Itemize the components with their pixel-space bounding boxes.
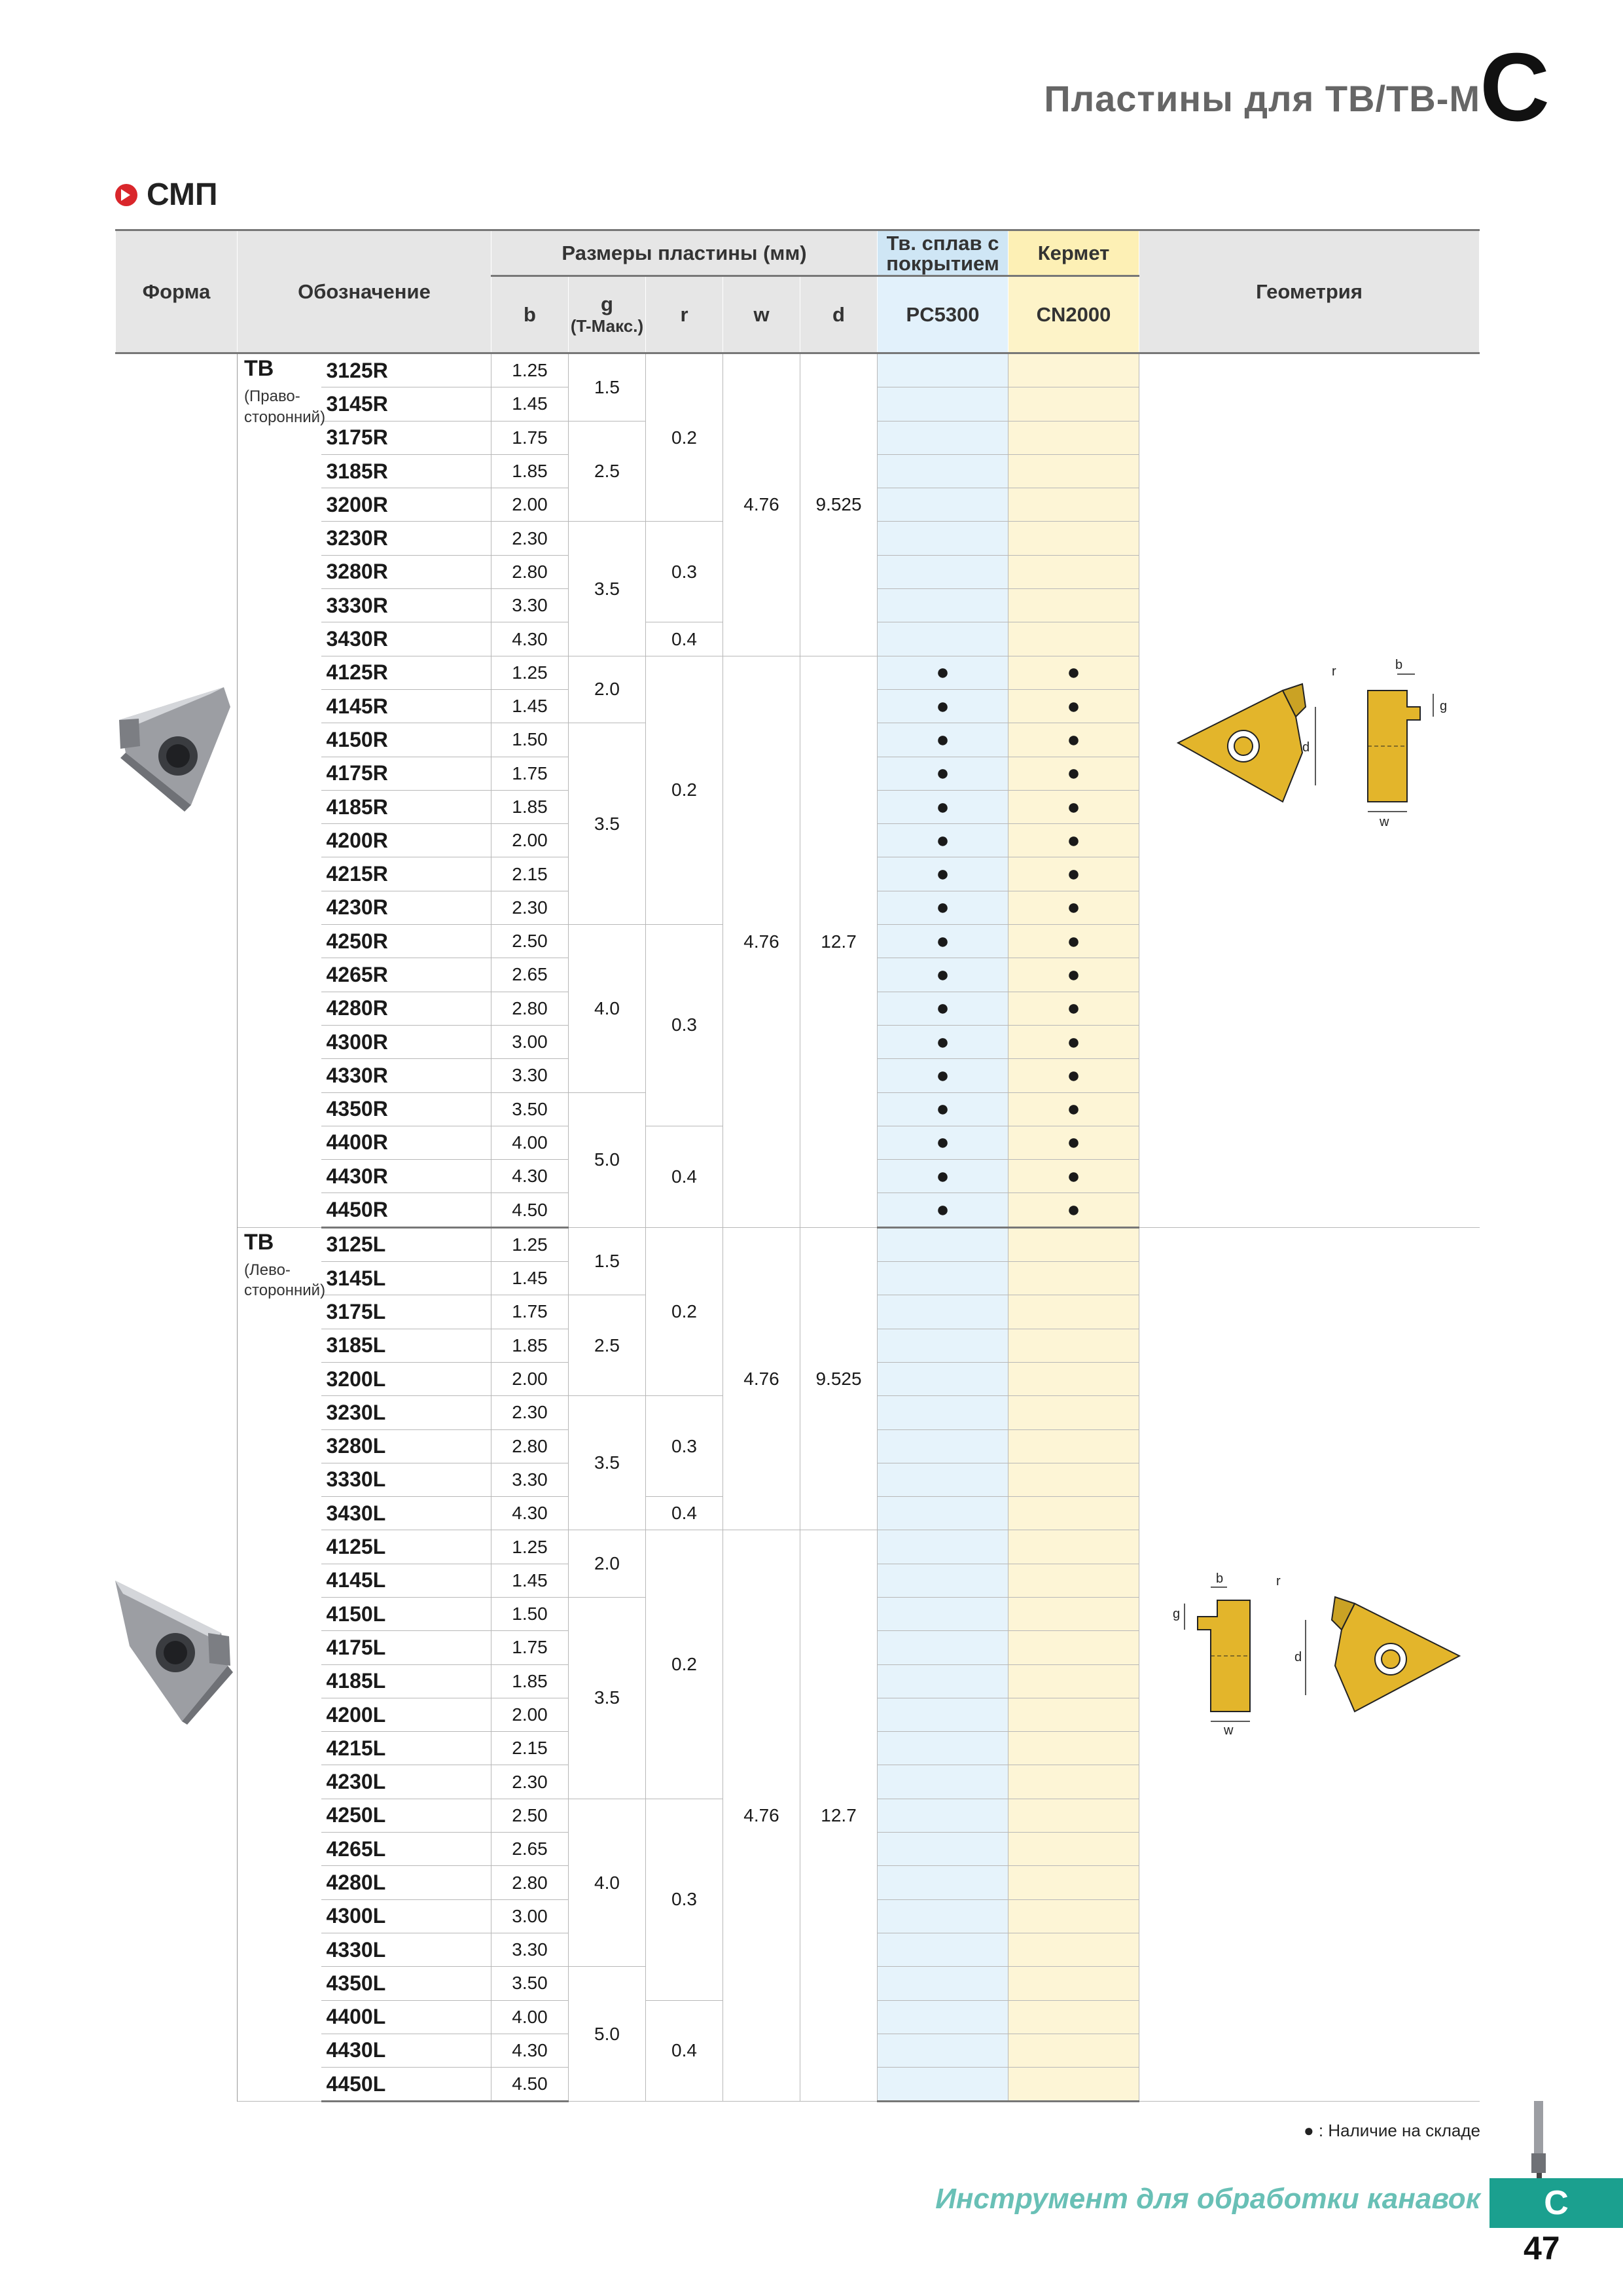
page-number: 47 — [1524, 2230, 1560, 2267]
cell-b: 3.00 — [491, 1025, 569, 1058]
col-designation: Обозначение — [238, 230, 491, 353]
designation-code: 3280L — [321, 1429, 491, 1463]
cell-b: 1.75 — [491, 1295, 569, 1329]
group-type: TB — [244, 1229, 274, 1255]
cell-b: 1.45 — [491, 1262, 569, 1295]
stock-pc5300 — [878, 1329, 1008, 1362]
section-heading — [115, 177, 218, 213]
geo-label-r: r — [1332, 664, 1336, 679]
cell-r: 0.4 — [646, 1497, 723, 1530]
designation-code: 4350R — [321, 1092, 491, 1126]
stock-cn2000 — [1008, 622, 1139, 656]
geometry-diagram-left-hand — [1171, 1558, 1466, 1734]
cell-b: 3.30 — [491, 589, 569, 622]
stock-cn2000: ● — [1008, 1025, 1139, 1058]
cell-r: 0.3 — [646, 925, 723, 1126]
stock-cn2000: ● — [1008, 1059, 1139, 1092]
designation-code: 4400R — [321, 1126, 491, 1159]
stock-pc5300 — [878, 589, 1008, 622]
cell-g: 5.0 — [569, 1092, 646, 1227]
stock-pc5300 — [878, 454, 1008, 488]
cell-b: 2.80 — [491, 1866, 569, 1899]
designation-code: 4125R — [321, 656, 491, 689]
stock-pc5300: ● — [878, 1193, 1008, 1227]
footer-category: Инструмент для обработки канавок — [935, 2183, 1480, 2215]
stock-pc5300: ● — [878, 958, 1008, 992]
cell-b: 1.25 — [491, 656, 569, 689]
stock-pc5300: ● — [878, 790, 1008, 823]
designation-code: 3185L — [321, 1329, 491, 1362]
stock-pc5300 — [878, 1497, 1008, 1530]
designation-code: 4280R — [321, 992, 491, 1025]
stock-pc5300 — [878, 555, 1008, 588]
insert-photo-left-hand — [110, 1568, 234, 1725]
stock-cn2000 — [1008, 454, 1139, 488]
stock-pc5300 — [878, 2068, 1008, 2102]
cell-d: 9.525 — [800, 353, 878, 656]
cell-r: 0.4 — [646, 1126, 723, 1227]
cell-g: 3.5 — [569, 522, 646, 656]
stock-pc5300 — [878, 353, 1008, 387]
cell-r: 0.4 — [646, 2000, 723, 2102]
cell-g: 2.5 — [569, 421, 646, 522]
stock-pc5300 — [878, 488, 1008, 522]
stock-cn2000 — [1008, 1799, 1139, 1832]
cell-b: 2.65 — [491, 1833, 569, 1866]
cell-w: 4.76 — [723, 1530, 800, 2102]
cell-b: 1.25 — [491, 1530, 569, 1564]
stock-pc5300: ● — [878, 857, 1008, 891]
stock-pc5300 — [878, 522, 1008, 555]
stock-cn2000 — [1008, 387, 1139, 421]
stock-cn2000: ● — [1008, 757, 1139, 790]
col-g-sub: (T-Макс.) — [570, 316, 644, 336]
designation-code: 3200R — [321, 488, 491, 522]
cell-b: 2.50 — [491, 1799, 569, 1832]
cell-g: 4.0 — [569, 925, 646, 1092]
designation-code: 3430R — [321, 622, 491, 656]
legend-text: : Наличие на складе — [1318, 2121, 1480, 2140]
designation-code: 4400L — [321, 2000, 491, 2034]
geo-label-g-2: g — [1173, 1607, 1181, 1621]
designation-code: 4450L — [321, 2068, 491, 2102]
stock-pc5300 — [878, 1227, 1008, 1261]
designation-code: 4265R — [321, 958, 491, 992]
designation-code: 4185R — [321, 790, 491, 823]
stock-pc5300 — [878, 2000, 1008, 2034]
col-cermet: Кермет — [1008, 230, 1139, 276]
col-r: r — [646, 276, 723, 353]
cell-b: 2.15 — [491, 1732, 569, 1765]
section-title: СМП — [147, 177, 218, 212]
stock-cn2000: ● — [1008, 790, 1139, 823]
stock-cn2000: ● — [1008, 857, 1139, 891]
designation-code: 3145L — [321, 1262, 491, 1295]
cell-g: 2.0 — [569, 656, 646, 723]
designation-code: 4200L — [321, 1698, 491, 1731]
cell-b: 2.80 — [491, 1429, 569, 1463]
designation-code: 4230R — [321, 891, 491, 924]
cell-b: 2.50 — [491, 925, 569, 958]
insert-table — [115, 229, 1479, 2102]
cell-b: 4.50 — [491, 1193, 569, 1227]
stock-pc5300: ● — [878, 992, 1008, 1025]
designation-code: 4330R — [321, 1059, 491, 1092]
cell-b: 1.50 — [491, 723, 569, 757]
stock-cn2000 — [1008, 1899, 1139, 1933]
cell-b: 4.30 — [491, 1497, 569, 1530]
table-row — [116, 353, 1480, 387]
stock-cn2000 — [1008, 1698, 1139, 1731]
stock-cn2000 — [1008, 1933, 1139, 1966]
stock-pc5300 — [878, 1664, 1008, 1698]
designation-code: 4330L — [321, 1933, 491, 1966]
designation-code: 3125R — [321, 353, 491, 387]
stock-pc5300 — [878, 1833, 1008, 1866]
cell-b: 1.45 — [491, 1564, 569, 1597]
designation-code: 4430R — [321, 1160, 491, 1193]
stock-pc5300 — [878, 1631, 1008, 1664]
stock-pc5300: ● — [878, 689, 1008, 723]
stock-cn2000: ● — [1008, 656, 1139, 689]
designation-code: 3200L — [321, 1362, 491, 1395]
group-type: TB — [244, 356, 274, 381]
stock-pc5300: ● — [878, 824, 1008, 857]
designation-code: 4280L — [321, 1866, 491, 1899]
stock-cn2000 — [1008, 1362, 1139, 1395]
stock-cn2000 — [1008, 1329, 1139, 1362]
stock-cn2000 — [1008, 1227, 1139, 1261]
stock-cn2000 — [1008, 1664, 1139, 1698]
stock-pc5300: ● — [878, 1059, 1008, 1092]
cell-b: 1.75 — [491, 1631, 569, 1664]
designation-code: 3125L — [321, 1227, 491, 1261]
cell-b: 2.80 — [491, 555, 569, 588]
stock-cn2000: ● — [1008, 891, 1139, 924]
stock-cn2000 — [1008, 1564, 1139, 1597]
designation-code: 4175R — [321, 757, 491, 790]
cell-b: 3.00 — [491, 1899, 569, 1933]
stock-pc5300 — [878, 1933, 1008, 1966]
cell-b: 2.30 — [491, 1396, 569, 1429]
stock-cn2000 — [1008, 2068, 1139, 2102]
cell-r: 0.3 — [646, 1396, 723, 1497]
stock-cn2000 — [1008, 1866, 1139, 1899]
col-geometry: Геометрия — [1139, 230, 1480, 353]
cell-b: 1.25 — [491, 1227, 569, 1261]
stock-pc5300: ● — [878, 891, 1008, 924]
stock-pc5300: ● — [878, 1092, 1008, 1126]
cell-b: 2.00 — [491, 488, 569, 522]
cell-w: 4.76 — [723, 656, 800, 1227]
stock-cn2000: ● — [1008, 958, 1139, 992]
stock-cn2000 — [1008, 1262, 1139, 1295]
cell-b: 3.30 — [491, 1933, 569, 1966]
cell-g: 5.0 — [569, 1967, 646, 2102]
col-form: Форма — [116, 230, 238, 353]
cell-b: 4.00 — [491, 1126, 569, 1159]
cell-b: 1.75 — [491, 757, 569, 790]
cell-r: 0.2 — [646, 1227, 723, 1395]
stock-cn2000: ● — [1008, 1126, 1139, 1159]
cell-g: 2.5 — [569, 1295, 646, 1396]
geo-label-b-2: b — [1216, 1571, 1224, 1586]
cell-b: 1.25 — [491, 353, 569, 387]
stock-pc5300 — [878, 1564, 1008, 1597]
designation-code: 3330R — [321, 589, 491, 622]
designation-code: 3145R — [321, 387, 491, 421]
col-dimensions: Размеры пластины (мм) — [491, 230, 878, 276]
cell-r: 0.2 — [646, 656, 723, 924]
stock-pc5300 — [878, 1362, 1008, 1395]
grooving-tool-icon — [1525, 2101, 1551, 2178]
designation-code: 4230L — [321, 1765, 491, 1799]
stock-pc5300 — [878, 1967, 1008, 2000]
stock-cn2000: ● — [1008, 689, 1139, 723]
page-title: Пластины для ТВ/ТВ-М — [1044, 78, 1480, 119]
cell-w: 4.76 — [723, 1227, 800, 1530]
designation-code: 4175L — [321, 1631, 491, 1664]
designation-code: 3280R — [321, 555, 491, 588]
designation-code: 3230R — [321, 522, 491, 555]
cell-b: 4.50 — [491, 2068, 569, 2102]
stock-cn2000 — [1008, 1732, 1139, 1765]
stock-pc5300 — [878, 1732, 1008, 1765]
stock-cn2000 — [1008, 353, 1139, 387]
stock-pc5300: ● — [878, 656, 1008, 689]
cell-b: 4.30 — [491, 2034, 569, 2067]
designation-code: 4215L — [321, 1732, 491, 1765]
geo-label-d-2: d — [1294, 1650, 1302, 1664]
col-coated: Тв. сплав с покрытием — [878, 230, 1008, 276]
cell-b: 1.50 — [491, 1597, 569, 1630]
group-label — [238, 353, 326, 1228]
stock-cn2000: ● — [1008, 1160, 1139, 1193]
stock-pc5300 — [878, 421, 1008, 454]
cell-b: 2.30 — [491, 522, 569, 555]
stock-cn2000 — [1008, 1530, 1139, 1564]
designation-code: 3185R — [321, 454, 491, 488]
stock-cn2000 — [1008, 1597, 1139, 1630]
cell-b: 4.00 — [491, 2000, 569, 2034]
cell-b: 3.50 — [491, 1967, 569, 2000]
stock-pc5300: ● — [878, 1025, 1008, 1058]
cell-b: 2.30 — [491, 1765, 569, 1799]
chapter-tab: C — [1489, 2178, 1623, 2228]
cell-b: 1.85 — [491, 454, 569, 488]
geo-label-w: w — [1380, 815, 1389, 829]
geo-label-b: b — [1395, 658, 1403, 672]
cell-g: 3.5 — [569, 1597, 646, 1799]
cell-r: 0.2 — [646, 353, 723, 522]
designation-code: 4250L — [321, 1799, 491, 1832]
legend-bullet: ● — [1303, 2121, 1314, 2140]
geo-label-d: d — [1302, 740, 1310, 755]
cell-b: 3.50 — [491, 1092, 569, 1126]
group-label — [238, 1227, 326, 2102]
col-g — [569, 276, 646, 353]
cell-b: 1.45 — [491, 689, 569, 723]
col-b: b — [491, 276, 569, 353]
cell-r: 0.3 — [646, 522, 723, 622]
chapter-letter: C — [1480, 33, 1550, 141]
stock-cn2000 — [1008, 1631, 1139, 1664]
designation-code: 4145L — [321, 1564, 491, 1597]
stock-cn2000 — [1008, 1833, 1139, 1866]
stock-pc5300 — [878, 622, 1008, 656]
geometry-diagram-right-hand — [1171, 655, 1466, 831]
stock-cn2000: ● — [1008, 1092, 1139, 1126]
designation-code: 4450R — [321, 1193, 491, 1227]
cell-b: 2.80 — [491, 992, 569, 1025]
designation-code: 3175R — [321, 421, 491, 454]
cell-b: 4.30 — [491, 622, 569, 656]
designation-code: 4250R — [321, 925, 491, 958]
cell-b: 2.30 — [491, 891, 569, 924]
designation-code: 4125L — [321, 1530, 491, 1564]
stock-cn2000 — [1008, 555, 1139, 588]
insert-photo-right-hand — [113, 681, 237, 812]
stock-pc5300 — [878, 1295, 1008, 1329]
stock-pc5300 — [878, 1899, 1008, 1933]
cell-b: 1.85 — [491, 1329, 569, 1362]
stock-pc5300 — [878, 387, 1008, 421]
cell-b: 2.15 — [491, 857, 569, 891]
cell-r: 0.3 — [646, 1799, 723, 2000]
stock-pc5300 — [878, 1597, 1008, 1630]
group-side: (Лево-сторонний) — [244, 1261, 326, 1300]
stock-pc5300: ● — [878, 925, 1008, 958]
group-side: (Право-сторонний) — [244, 387, 326, 426]
stock-cn2000 — [1008, 589, 1139, 622]
designation-code: 4350L — [321, 1967, 491, 2000]
stock-cn2000 — [1008, 522, 1139, 555]
cell-b: 2.00 — [491, 1698, 569, 1731]
stock-cn2000: ● — [1008, 723, 1139, 757]
cell-g: 3.5 — [569, 1396, 646, 1530]
stock-cn2000 — [1008, 1967, 1139, 2000]
designation-code: 4150R — [321, 723, 491, 757]
designation-code: 4185L — [321, 1664, 491, 1698]
designation-code: 4145R — [321, 689, 491, 723]
cell-b: 3.30 — [491, 1059, 569, 1092]
designation-code: 4265L — [321, 1833, 491, 1866]
stock-cn2000 — [1008, 421, 1139, 454]
stock-cn2000 — [1008, 1463, 1139, 1496]
stock-cn2000: ● — [1008, 1193, 1139, 1227]
designation-code: 3175L — [321, 1295, 491, 1329]
designation-code: 4150L — [321, 1597, 491, 1630]
designation-code: 3430L — [321, 1497, 491, 1530]
cell-g: 1.5 — [569, 353, 646, 422]
col-pc5300: PC5300 — [878, 276, 1008, 353]
designation-code: 3330L — [321, 1463, 491, 1496]
cell-b: 4.30 — [491, 1160, 569, 1193]
cell-w: 4.76 — [723, 353, 800, 656]
geo-label-w-2: w — [1224, 1723, 1234, 1734]
col-d: d — [800, 276, 878, 353]
stock-pc5300 — [878, 1765, 1008, 1799]
stock-pc5300 — [878, 1396, 1008, 1429]
cell-g: 3.5 — [569, 723, 646, 925]
designation-code: 4300R — [321, 1025, 491, 1058]
stock-pc5300 — [878, 1698, 1008, 1731]
stock-pc5300 — [878, 1429, 1008, 1463]
geo-label-r-2: r — [1276, 1574, 1281, 1588]
stock-cn2000 — [1008, 1497, 1139, 1530]
stock-cn2000 — [1008, 1295, 1139, 1329]
cell-b: 2.00 — [491, 1362, 569, 1395]
cell-b: 1.45 — [491, 387, 569, 421]
cell-g: 4.0 — [569, 1799, 646, 1966]
cell-r: 0.2 — [646, 1530, 723, 1799]
cell-b: 2.65 — [491, 958, 569, 992]
col-g-label: g — [601, 293, 613, 315]
table-row — [116, 1227, 1480, 1261]
stock-cn2000 — [1008, 1765, 1139, 1799]
cell-d: 12.7 — [800, 656, 878, 1227]
stock-cn2000: ● — [1008, 992, 1139, 1025]
cell-b: 2.00 — [491, 824, 569, 857]
stock-cn2000: ● — [1008, 925, 1139, 958]
legend — [1304, 2121, 1480, 2141]
stock-cn2000 — [1008, 2034, 1139, 2067]
cell-d: 12.7 — [800, 1530, 878, 2102]
stock-cn2000 — [1008, 1429, 1139, 1463]
stock-cn2000: ● — [1008, 824, 1139, 857]
designation-code: 4430L — [321, 2034, 491, 2067]
stock-pc5300 — [878, 2034, 1008, 2067]
cell-b: 1.85 — [491, 790, 569, 823]
stock-pc5300 — [878, 1463, 1008, 1496]
stock-pc5300: ● — [878, 1160, 1008, 1193]
stock-cn2000 — [1008, 488, 1139, 522]
stock-cn2000 — [1008, 1396, 1139, 1429]
stock-pc5300 — [878, 1866, 1008, 1899]
stock-pc5300: ● — [878, 723, 1008, 757]
cell-d: 9.525 — [800, 1227, 878, 1530]
designation-code: 4215R — [321, 857, 491, 891]
designation-code: 4300L — [321, 1899, 491, 1933]
stock-cn2000 — [1008, 2000, 1139, 2034]
section-bullet-icon — [115, 184, 137, 206]
designation-code: 3230L — [321, 1396, 491, 1429]
designation-code: 4200R — [321, 824, 491, 857]
cell-b: 3.30 — [491, 1463, 569, 1496]
stock-pc5300: ● — [878, 757, 1008, 790]
cell-g: 2.0 — [569, 1530, 646, 1598]
geo-label-g: g — [1440, 699, 1448, 713]
stock-pc5300 — [878, 1799, 1008, 1832]
stock-pc5300 — [878, 1262, 1008, 1295]
col-cn2000: CN2000 — [1008, 276, 1139, 353]
cell-b: 1.75 — [491, 421, 569, 454]
cell-r: 0.4 — [646, 622, 723, 656]
cell-g: 1.5 — [569, 1227, 646, 1295]
stock-pc5300: ● — [878, 1126, 1008, 1159]
cell-b: 1.85 — [491, 1664, 569, 1698]
stock-pc5300 — [878, 1530, 1008, 1564]
col-w: w — [723, 276, 800, 353]
